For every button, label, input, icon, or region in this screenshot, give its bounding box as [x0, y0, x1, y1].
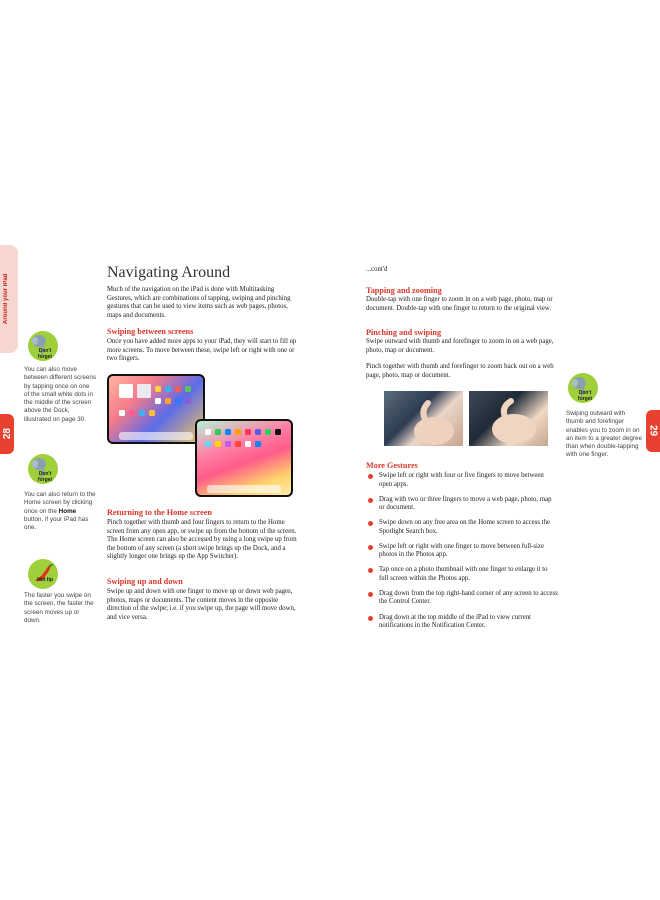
chili-pepper-icon	[27, 558, 59, 590]
heading-swiping-between-screens: Swiping between screens	[107, 327, 194, 336]
home-bold: Home	[58, 507, 77, 515]
text-pinch-together: Pinch together with thumb and forefinger to zoom back out on a web page, photo, map or document.	[366, 363, 554, 379]
heading-returning-home: Returning to the Home screen	[107, 508, 212, 517]
hot-tip-badge	[27, 558, 59, 590]
hand-gesture-icon	[384, 391, 463, 446]
text-swiping-up-down: Swipe up and down with one finger to move up or down web pages, photos, maps or documents. The content moves in the opposite direction of the swipe; i.e. if you swipe up, the page will move down, and vice versa.	[107, 588, 296, 621]
right-page-number: 29	[646, 410, 660, 452]
left-page-number: 28	[0, 414, 14, 454]
list-item: Tap once on a photo thumbnail with one finger to enlarge it to full screen within the Photos app.	[368, 566, 558, 583]
contd-label: ...cont'd	[366, 266, 388, 273]
list-item: Swipe down on any free area on the Home screen to access the Spotlight Search box.	[368, 519, 558, 536]
sidebar-note-right: Swiping outward with thumb and forefinger enables you to zoom in on an item to a greater degree than when double-tapping with one finger.	[566, 410, 642, 459]
pinch-gesture-photo-1	[384, 391, 463, 446]
list-item: Drag with two or three fingers to move a web page, photo, map or document.	[368, 496, 558, 513]
ipad-home-screen-image-1	[107, 374, 205, 444]
text-swiping-between-screens: Once you have added more apps to your iPad, they will start to fill up more screens. To move between these, swipe left or right with one or two fingers.	[107, 338, 297, 362]
list-item: Drag down at the top middle of the iPad to view current notifications in the Notification Center.	[368, 614, 558, 631]
text-pinching-swiping: Swipe outward with thumb and forefinger to zoom in on a web page, photo, map or document.	[366, 338, 554, 354]
intro-text: Much of the navigation on the iPad is done with Multitasking Gestures, which are combinations of tapping, swiping and pinching gestures that can be used to view items such as web pages, photos, maps and documents.	[107, 286, 291, 319]
page-title: Navigating Around	[107, 264, 231, 281]
chapter-edge-label: Around your iPad	[3, 273, 9, 325]
heading-swiping-up-down: Swiping up and down	[107, 577, 183, 586]
sidebar-note-1: You can also move between different screens by tapping once on one of the small white dots in the middle of the screen above the Dock, illustrated on page 30.	[24, 366, 96, 423]
badge-label-1: Don't forget	[37, 348, 53, 360]
ipad-home-screen-image-2	[195, 419, 293, 497]
pinch-gesture-photo-2	[469, 391, 548, 446]
hand-gesture-icon	[469, 391, 548, 446]
text-returning-home: Pinch together with thumb and four fingers to return to the Home screen from any open app, or swipe up from the bottom of the screen. The Home screen can also be accessed by using a long swipe up from the bottom of any screen (a short swipe brings up the Dock, and a slightly longer one brings up the App Switcher).	[107, 519, 297, 560]
list-item: Drag down from the top right-hand corner of any screen to access the Control Center.	[368, 590, 558, 607]
sidebar-note-3: The faster you swipe on the screen, the faster the screen moves up or down.	[24, 592, 94, 624]
list-item: Swipe left or right with four or five fingers to move between open apps.	[368, 472, 558, 489]
badge-label-2: Don't forget	[37, 471, 53, 483]
heading-more-gestures: More Gestures	[366, 461, 418, 470]
heading-pinching-swiping: Pinching and swiping	[366, 328, 442, 337]
more-gestures-list	[368, 472, 558, 637]
badge-label-right: Don't forget	[577, 390, 593, 402]
heading-tapping-zooming: Tapping and zooming	[366, 286, 442, 295]
badge-label-3: Hot tip	[37, 577, 53, 583]
list-item: Swipe left or right with one finger to move between full-size photos in the Photos app.	[368, 543, 558, 560]
text-tapping-zooming: Double-tap with one finger to zoom in on a web page, photo, map or document. Double-tap with one finger to return to the original view.	[366, 296, 553, 312]
sidebar-note-2: You can also return to the Home screen by clicking once on the Home button, if your iPad has one.	[24, 491, 96, 532]
